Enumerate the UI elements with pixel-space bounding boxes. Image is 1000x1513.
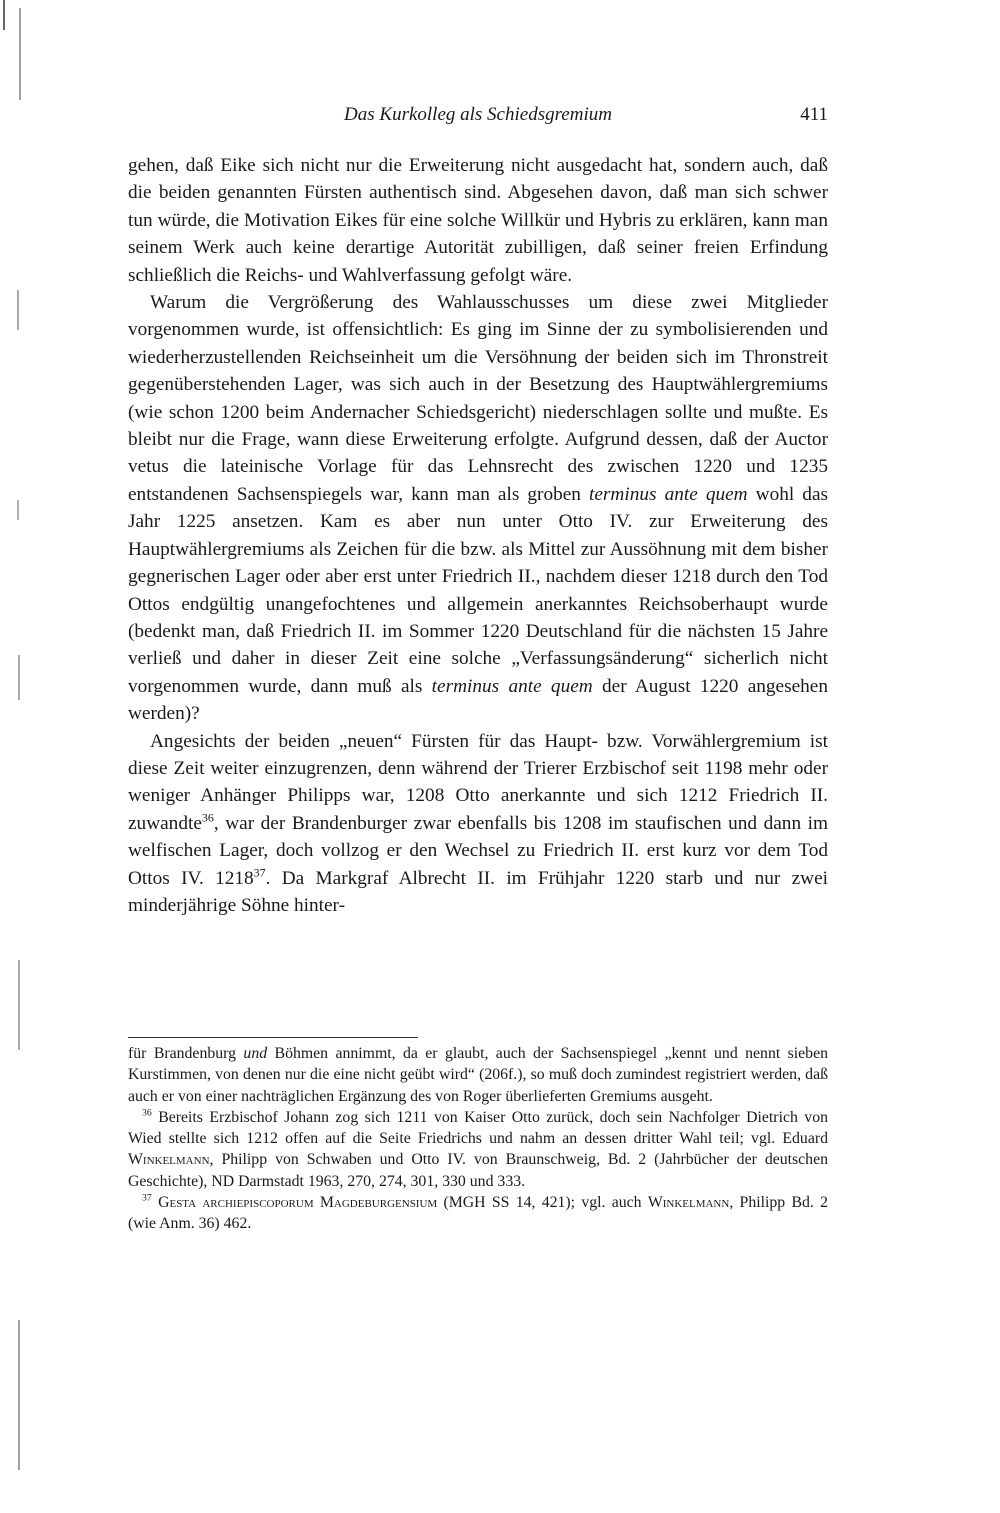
paragraph-2-text-c: der August 1220 angesehen werden)? xyxy=(128,675,828,725)
footnotes xyxy=(128,1043,828,1235)
footnote-37-source: Gesta archiepiscoporum Magdeburgensium xyxy=(158,1194,438,1212)
footnote-ref-36: 36 xyxy=(201,810,214,825)
paragraph-3-text-b: , war der Brandenburger zwar ebenfalls bis 1208 im staufischen und dann im welfischen Lager, doch vollzog er den Wechsel zu Friedrich II. erst kurz vor dem Tod Ottos IV. 1218 xyxy=(128,812,828,889)
footnote-36-text-a: Bereits Erzbischof Johann zog sich 1211 von Kaiser Otto zurück, doch sein Nachfolger Dietrich von Wied stellte sich 1212 offen auf die Seite Friedrichs und nahm an dessen dritter Wahl teil; vgl. Eduard xyxy=(128,1108,828,1148)
footnote-continuation xyxy=(128,1043,828,1107)
main-text xyxy=(128,152,828,919)
footnote-continuation-italic: und xyxy=(243,1045,268,1062)
footnote-continuation-text-b: Böhmen annimmt, da er glaubt, auch der Sachsenspiegel „kennt und nennt sieben Kurstimmen, von denen nur die eine nicht geübt wird“ (206f.), so muß doch zumindest registriert werden, daß auch er von einer nachträglichen Ergänzung des von Roger überlieferten Gremiums ausgeht. xyxy=(128,1045,828,1105)
running-title: Das Kurkolleg als Schiedsgremium xyxy=(344,104,612,125)
footnote-36-author: Winkelmann xyxy=(128,1151,210,1169)
running-header xyxy=(128,100,828,130)
footnote-37-text-b: , Philipp Bd. 2 (wie Anm. 36) 462. xyxy=(128,1194,829,1233)
footnote-ref-37: 37 xyxy=(253,865,266,880)
paragraph-2-text-a: Warum die Vergrößerung des Wahlausschusses um diese zwei Mitglieder vorgenommen wurde, ist offensichtlich: Es ging im Sinne der zu symbolisierenden und wiederherzustellenden Reichseinheit um die Versöhnung der beiden sich im Thronstreit gegenüberstehenden Lager, was sich auch in der Besetzung des Hauptwählergremiums (wie schon 1200 beim Andernacher Schiedsgericht) niederschlagen sollte und mußte. Es bleibt nur die Frage, wann diese Erweiterung erfolgte. Aufgrund dessen, daß der Auctor vetus die lateinische Vorlage für das Lehnsrecht des zwischen 1220 und 1235 entstandenen Sachsenspiegels war, kann man als groben xyxy=(128,292,828,505)
paragraph-2-text-b: wohl das Jahr 1225 ansetzen. Kam es aber nun unter Otto IV. zur Erweiterung des Hauptwählergremiums als Zeichen für die bzw. als Mittel zur Aussöhnung mit dem bisher gegnerischen Lager oder aber erst unter Friedrich II., nachdem dieser 1218 durch den Tod Ottos endgültig unangefochtenes und allgemein anerkanntes Reichsoberhaupt wurde (bedenkt man, daß Friedrich II. im Sommer 1220 Deutschland für die nächsten 15 Jahre verließ und daher in dieser Zeit eine solche „Verfassungsänderung“ sicherlich nicht vorgenommen wurde, dann muß als xyxy=(128,483,829,697)
footnote-37-text-a: (MGH SS 14, 421); vgl. auch xyxy=(437,1194,648,1212)
paragraph-2-italic-1: terminus ante quem xyxy=(589,483,748,505)
scan-margin-marks xyxy=(0,0,30,1513)
paragraph-3 xyxy=(128,728,828,920)
paragraph-3-text-c: . Da Markgraf Albrecht II. im Frühjahr 1220 starb und nur zwei minderjährige Söhne hinter- xyxy=(128,867,828,916)
footnote-divider xyxy=(128,1037,418,1038)
footnote-36-text-b: , Philipp von Schwaben und Otto IV. von Braunschweig, Bd. 2 (Jahrbücher der deutschen Geschichte), ND Darmstadt 1963, 270, 274, 301, 330 und 333. xyxy=(128,1151,828,1190)
page-number: 411 xyxy=(800,104,828,125)
footnote-37 xyxy=(128,1192,828,1235)
paragraph-2-italic-2: terminus ante quem xyxy=(431,675,593,697)
paragraph-3-text-a: Angesichts der beiden „neuen“ Fürsten für das Haupt- bzw. Vorwählergremium ist diese Zeit weiter einzugrenzen, denn während der Trierer Erzbischof seit 1198 mehr oder weniger Anhänger Philipps war, 1208 Otto anerkannte und sich 1212 Friedrich II. zuwandte xyxy=(128,730,828,834)
footnote-37-number: 37 xyxy=(142,1192,152,1204)
footnote-continuation-text-a: für Brandenburg xyxy=(128,1045,244,1062)
footnote-36 xyxy=(128,1107,828,1192)
paragraph-1 xyxy=(128,152,828,289)
footnote-37-author: Winkelmann xyxy=(647,1194,730,1212)
paragraph-1-text: gehen, daß Eike sich nicht nur die Erweiterung nicht ausgedacht hat, sondern auch, daß die beiden genannten Fürsten authentisch sind. Abgesehen davon, daß man sich schwer tun würde, die Motivation Eikes für eine solche Willkür und Hybris zu erklären, kann man seinem Werk auch keine derartige Autorität zubilligen, daß seiner freien Erfindung schließlich die Reichs- und Wahlverfassung gefolgt wäre. xyxy=(128,155,828,286)
footnote-36-number: 36 xyxy=(142,1107,152,1119)
paragraph-2 xyxy=(128,289,828,728)
